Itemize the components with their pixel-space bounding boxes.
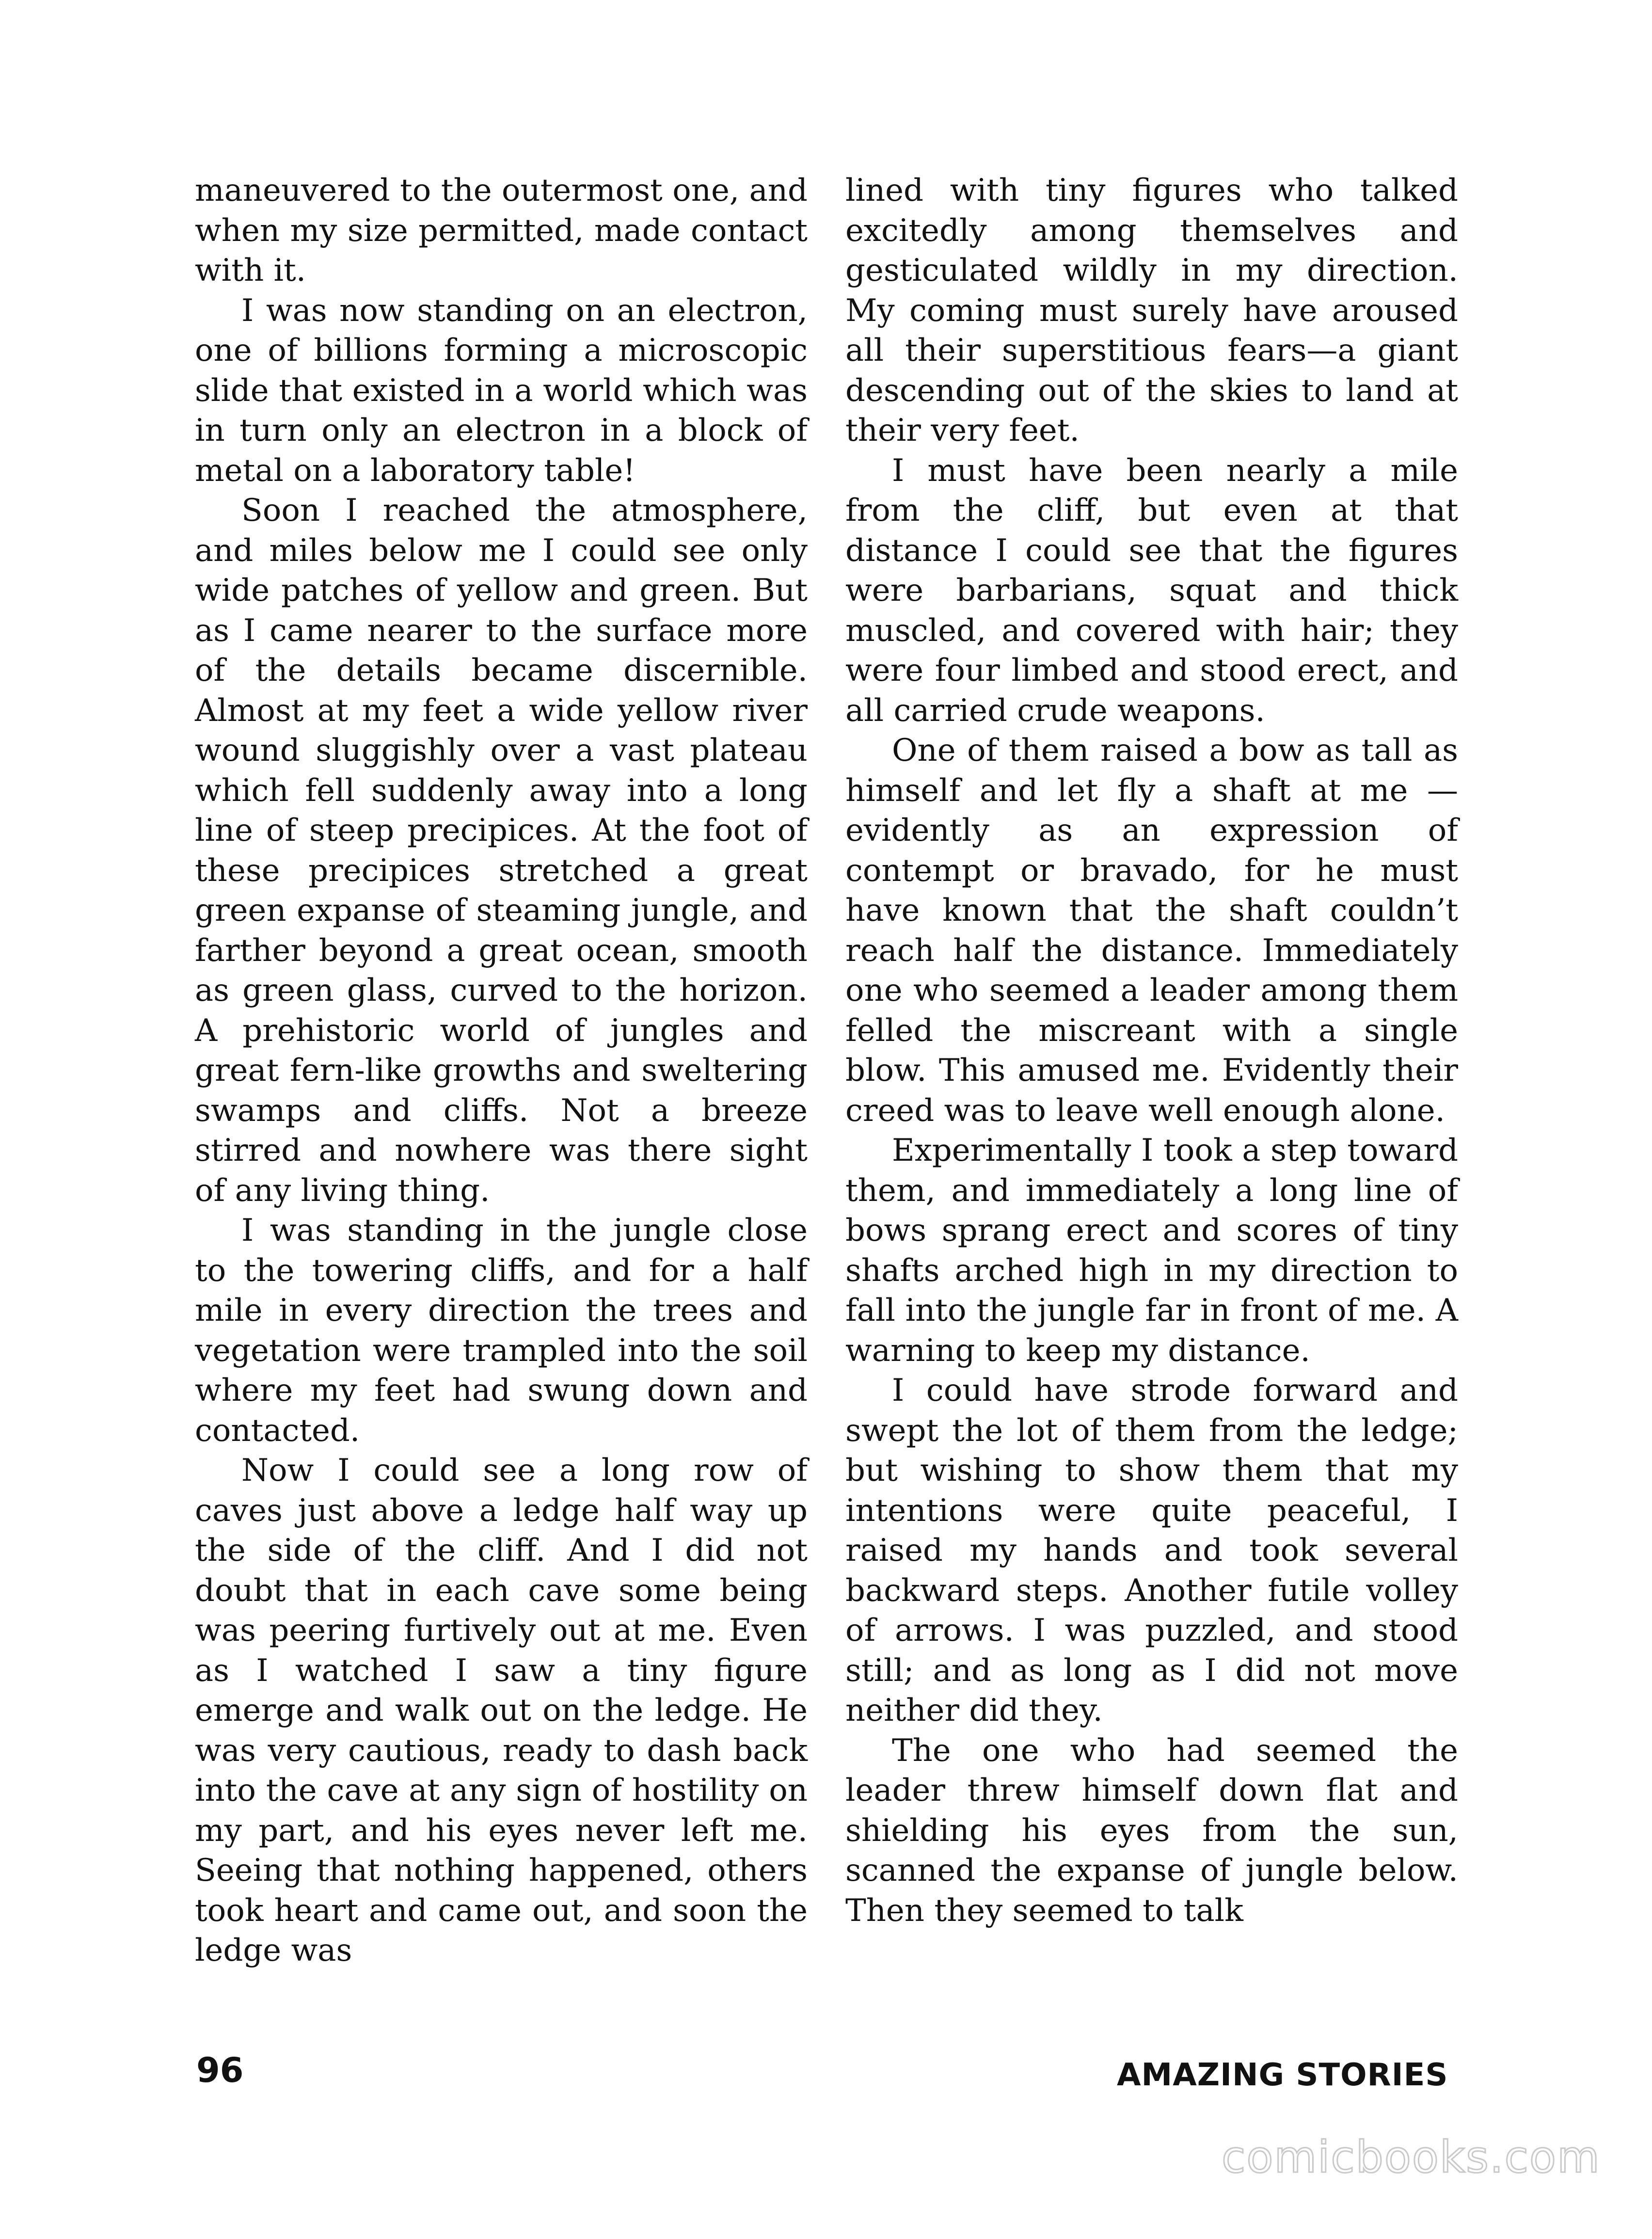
watermark: comicbooks.com (1222, 2132, 1601, 2183)
running-head: AMAZING STORIES (1117, 2057, 1448, 2093)
page-number: 96 (196, 2050, 244, 2090)
paragraph: I was now standing on an electron, one of billions forming a microscopic slide that existed in a world which was in turn only an electron in a block of metal on a laboratory table! (195, 292, 808, 489)
paragraph: maneuvered to the outermost one, and when my size permitted, made contact with it. (195, 173, 808, 288)
paragraph: Now I could see a long row of caves just above a ledge half way up the side of the cliff. And I did not doubt that in each cave some being was peering furtively out at me. Even as I watched I saw a tiny figure emerge and walk out on the ledge. He was very cautious, ready to dash back into the cave at any sign of hostility on my part, and his eyes never left me. Seeing that nothing happened, others took heart and came out, and soon the ledge was (195, 1453, 808, 1968)
paragraph: One of them raised a bow as tall as himself and let fly a shaft at me —evidently as an expression of contempt or bravado, for he must have known that the shaft couldn’t reach half the distance. Immediately one who seemed a leader among them felled the miscreant with a single blow. This amused me. Evidently their creed was to leave well enough alone. (845, 733, 1458, 1129)
left-text-column (195, 171, 808, 1971)
paragraph: Soon I reached the atmosphere, and miles below me I could see only wide patches of yellow and green. But as I came nearer to the surface more of the details became discernible. Almost at my feet a wide yellow river wound sluggishly over a vast plateau which fell suddenly away into a long line of steep precipices. At the foot of these precipices stretched a great green expanse of steaming jungle, and farther beyond a great ocean, smooth as green glass, curved to the horizon. A prehistoric world of jungles and great fern-like growths and sweltering swamps and cliffs. Not a breeze stirred and nowhere was there sight of any living thing. (195, 493, 808, 1209)
right-text-column (845, 171, 1458, 1931)
paragraph: I was standing in the jungle close to the towering cliffs, and for a half mile in every direction the trees and vegetation were trampled into the soil where my feet had swung down and contacted. (195, 1213, 808, 1449)
paragraph: The one who had seemed the leader threw himself down flat and shielding his eyes from the sun, scanned the expanse of jungle below. Then they seemed to talk (845, 1732, 1458, 1929)
paragraph: I must have been nearly a mile from the cliff, but even at that distance I could see that the figures were barbarians, squat and thick muscled, and covered with hair; they were four limbed and stood erect, and all carried crude weapons. (845, 452, 1458, 729)
paragraph: Experimentally I took a step toward them, and immediately a long line of bows sprang erect and scores of tiny shafts arched high in my direction to fall into the jungle far in front of me. A warning to keep my distance. (845, 1133, 1458, 1369)
paragraph: I could have strode forward and swept the lot of them from the ledge; but wishing to show them that my intentions were quite peaceful, I raised my hands and took several backward steps. Another futile volley of arrows. I was puzzled, and stood still; and as long as I did not move neither did they. (845, 1373, 1458, 1728)
paragraph: lined with tiny figures who talked excitedly among themselves and gesticulated wildly in my direction. My coming must surely have aroused all their superstitious fears—a giant descending out of the skies to land at their very feet. (845, 173, 1458, 448)
